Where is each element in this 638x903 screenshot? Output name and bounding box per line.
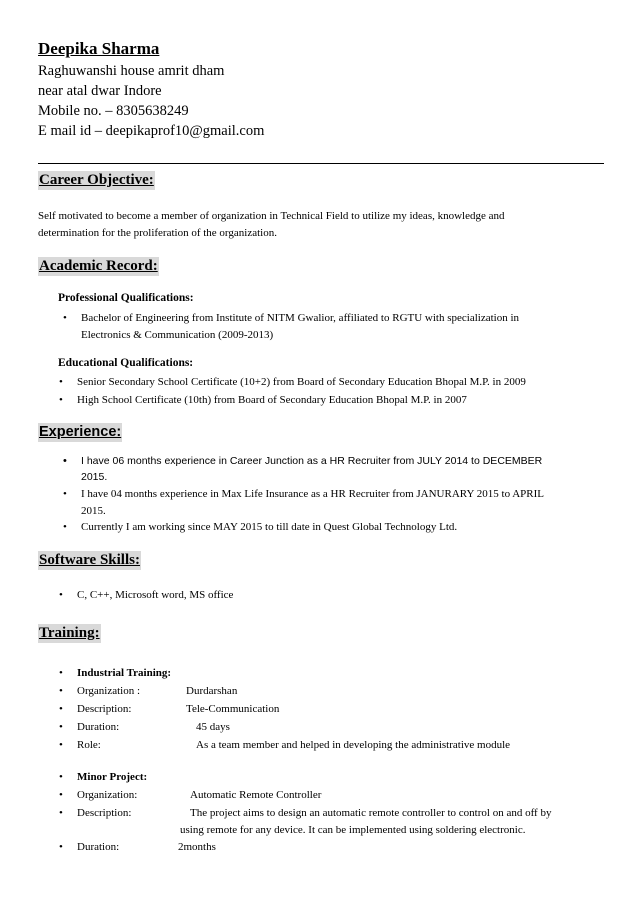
minor-duration-label: Duration: bbox=[77, 841, 120, 853]
header-divider bbox=[38, 163, 604, 164]
bullet-icon: • bbox=[59, 685, 63, 697]
minor-description-value-line-1: The project aims to design an automatic remote controller to control on and off by bbox=[190, 807, 552, 819]
bullet-icon: • bbox=[59, 667, 63, 679]
career-objective-line-1: Self motivated to become a member of organization in Technical Field to utilize my ideas, knowledge and bbox=[38, 210, 505, 222]
educational-qualifications-heading: Educational Qualifications: bbox=[58, 357, 194, 369]
industrial-organization-label: Organization : bbox=[77, 685, 141, 697]
bullet-icon: • bbox=[63, 312, 67, 324]
educational-item-2 bbox=[59, 392, 467, 409]
experience-item-1 bbox=[63, 453, 543, 470]
address-line-2: near atal dwar Indore bbox=[38, 83, 162, 99]
minor-duration-row bbox=[59, 839, 617, 856]
professional-qualification-item bbox=[63, 310, 520, 327]
professional-line-1: Bachelor of Engineering from Institute of NITM Gwalior, affiliated to RGTU with specialization in bbox=[81, 312, 520, 324]
experience-item-2-continuation bbox=[81, 503, 106, 520]
experience-item-2-line-2: 2015. bbox=[81, 505, 106, 517]
bullet-icon: • bbox=[59, 394, 63, 406]
address-line-1: Raghuwanshi house amrit dham bbox=[38, 63, 225, 79]
software-skill-item bbox=[59, 587, 234, 604]
minor-organization-value: Automatic Remote Controller bbox=[190, 789, 322, 801]
industrial-role-value: As a team member and helped in developing the administrative module bbox=[196, 739, 511, 751]
experience-item-2-line-1: I have 04 months experience in Max Life Insurance as a HR Recruiter from JANURARY 2015 to APRIL bbox=[81, 488, 545, 500]
experience-item-1-line-1: I have 06 months experience in Career Junction as a HR Recruiter from JULY 2014 to DECEMBER bbox=[81, 455, 543, 467]
software-skills-heading: Software Skills: bbox=[39, 552, 140, 568]
industrial-organization-row bbox=[59, 683, 617, 700]
bullet-icon: • bbox=[63, 521, 67, 533]
minor-project-label: Minor Project: bbox=[77, 771, 148, 783]
bullet-icon: • bbox=[59, 771, 63, 783]
career-objective-heading: Career Objective: bbox=[39, 172, 154, 188]
minor-description-row bbox=[59, 805, 617, 822]
professional-qualifications-heading: Professional Qualifications: bbox=[58, 292, 194, 304]
industrial-duration-value: 45 days bbox=[196, 721, 230, 733]
industrial-description-row bbox=[59, 701, 617, 718]
industrial-organization-value: Durdarshan bbox=[186, 685, 238, 697]
industrial-description-value: Tele-Communication bbox=[186, 703, 280, 715]
industrial-training-label: Industrial Training: bbox=[77, 667, 172, 679]
bullet-icon: • bbox=[59, 589, 63, 601]
bullet-icon: • bbox=[59, 841, 63, 853]
bullet-icon: • bbox=[59, 807, 63, 819]
minor-description-label: Description: bbox=[77, 807, 132, 819]
minor-project-title bbox=[59, 769, 148, 786]
career-objective-line-2: determination for the proliferation of the organization. bbox=[38, 227, 277, 239]
experience-item-3-text: Currently I am working since MAY 2015 to till date in Quest Global Technology Ltd. bbox=[81, 521, 458, 533]
bullet-icon: • bbox=[59, 703, 63, 715]
educational-item-2-text: High School Certificate (10th) from Board of Secondary Education Bhopal M.P. in 2007 bbox=[77, 394, 467, 406]
experience-item-1-continuation bbox=[81, 469, 107, 486]
industrial-description-label: Description: bbox=[77, 703, 132, 715]
industrial-training-title bbox=[59, 665, 172, 682]
industrial-role-row bbox=[59, 737, 617, 754]
bullet-icon: • bbox=[63, 488, 67, 500]
industrial-duration-row bbox=[59, 719, 617, 736]
bullet-icon: • bbox=[63, 455, 67, 467]
experience-item-3 bbox=[63, 519, 458, 536]
bullet-icon: • bbox=[59, 721, 63, 733]
training-heading: Training: bbox=[39, 625, 100, 641]
experience-item-2 bbox=[63, 486, 545, 503]
candidate-name: Deepika Sharma bbox=[38, 39, 160, 58]
software-skill-text: C, C++, Microsoft word, MS office bbox=[77, 589, 234, 601]
experience-item-1-line-2: 2015. bbox=[81, 471, 108, 483]
minor-organization-row bbox=[59, 787, 617, 804]
industrial-duration-label: Duration: bbox=[77, 721, 120, 733]
email-address: E mail id – deepikaprof10@gmail.com bbox=[38, 123, 265, 139]
professional-line-2: Electronics & Communication (2009-2013) bbox=[81, 329, 274, 341]
bullet-icon: • bbox=[59, 739, 63, 751]
bullet-icon: • bbox=[59, 789, 63, 801]
minor-duration-value: 2months bbox=[178, 841, 216, 853]
minor-description-continuation bbox=[180, 822, 525, 839]
educational-item-1 bbox=[59, 374, 526, 391]
mobile-number: Mobile no. – 8305638249 bbox=[38, 103, 189, 119]
academic-record-heading: Academic Record: bbox=[39, 258, 158, 274]
experience-heading: Experience: bbox=[39, 424, 122, 440]
minor-description-value-line-2: using remote for any device. It can be implemented using soldering electronic. bbox=[180, 824, 526, 836]
minor-organization-label: Organization: bbox=[77, 789, 138, 801]
industrial-role-label: Role: bbox=[77, 739, 101, 751]
educational-item-1-text: Senior Secondary School Certificate (10+2) from Board of Secondary Education Bhopal M.P. in 2009 bbox=[77, 376, 526, 388]
professional-qualification-continuation bbox=[81, 327, 273, 344]
bullet-icon: • bbox=[59, 376, 63, 388]
